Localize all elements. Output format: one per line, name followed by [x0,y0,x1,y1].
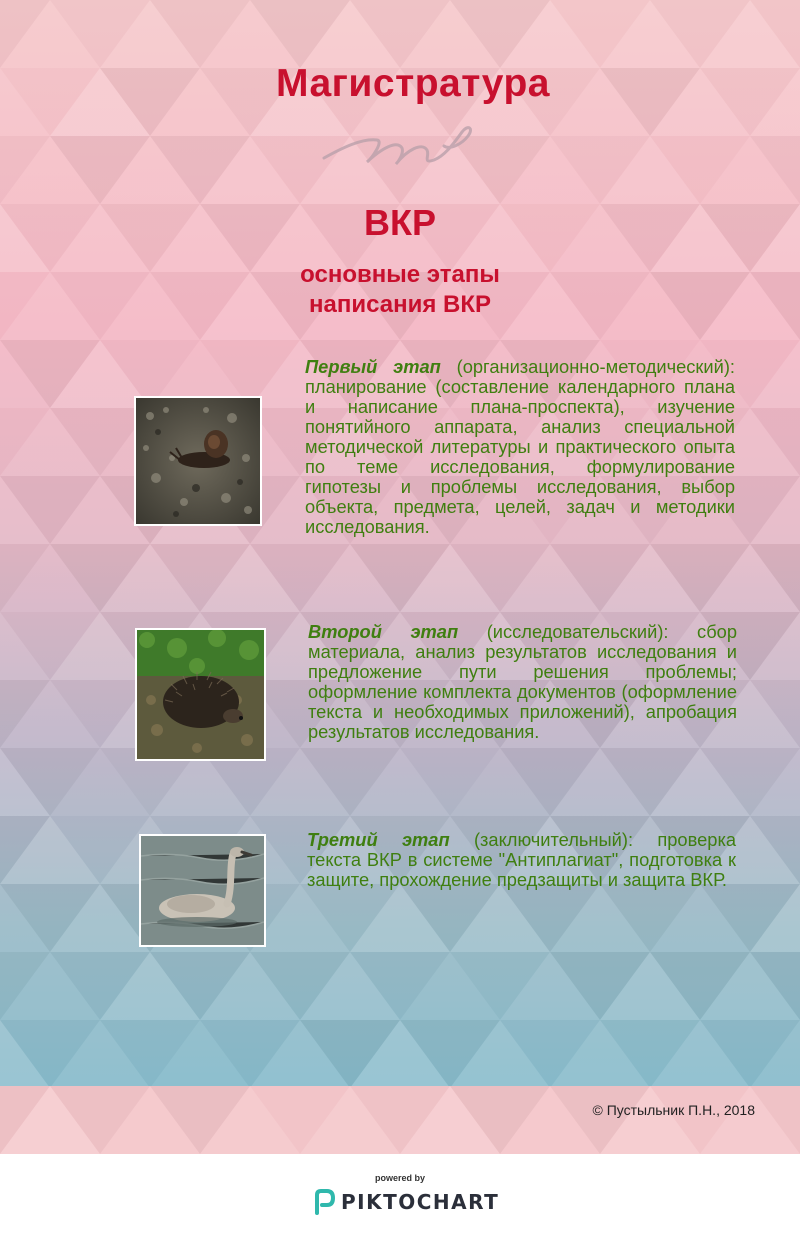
footer-triangle-pattern [0,1086,800,1154]
subtitle-line-2: написания ВКР [309,291,491,318]
swan-photo [139,834,266,947]
subtitle-line-1: основные этапы [300,261,500,288]
stage-1-name: Первый этап [305,356,441,377]
signature-doodle-icon [322,118,482,178]
snail-photo [134,396,262,526]
piktochart-logo[interactable] [313,1189,499,1215]
page-title: Магистратура [276,62,550,105]
powered-by-label: powered by [374,1173,425,1183]
footer-band [0,1086,800,1154]
piktochart-wordmark: PIKTOCHART [341,1190,500,1214]
stage-3-text [307,830,736,890]
stage-2-description: (исследовательский): сбор материала, анализ результатов исследования и предложение пути решения проблемы; оформление комплекта документов (оформление текста и необходимых приложений), апробация результатов исследования. [308,621,738,742]
copyright: © Пустыльник П.Н., 2018 [592,1102,755,1118]
stage-2-name: Второй этап [308,621,459,642]
stage-3-name: Третий этап [307,829,450,850]
hedgehog-photo [135,628,266,761]
vkr-heading: ВКР [364,202,436,243]
subtitle [0,260,800,320]
stage-2-text [308,622,737,742]
piktochart-icon [313,1189,335,1215]
stage-3-description: (заключительный): проверка текста ВКР в системе "Антиплагиат", подготовка к защите, прохождение предзащиты и защита ВКР. [307,829,737,890]
stage-1-text [305,357,735,537]
stage-1-description: (организационно-методический): планирование (составление календарного плана и написание плана-проспекта), изучение понятийного аппарата, анализ специальной методической литературы и практического опыта по теме исследования, формулирование гипотезы и проблемы исследования, выбор объекта, предмета, целей, задач и методики исследования. [305,356,736,537]
